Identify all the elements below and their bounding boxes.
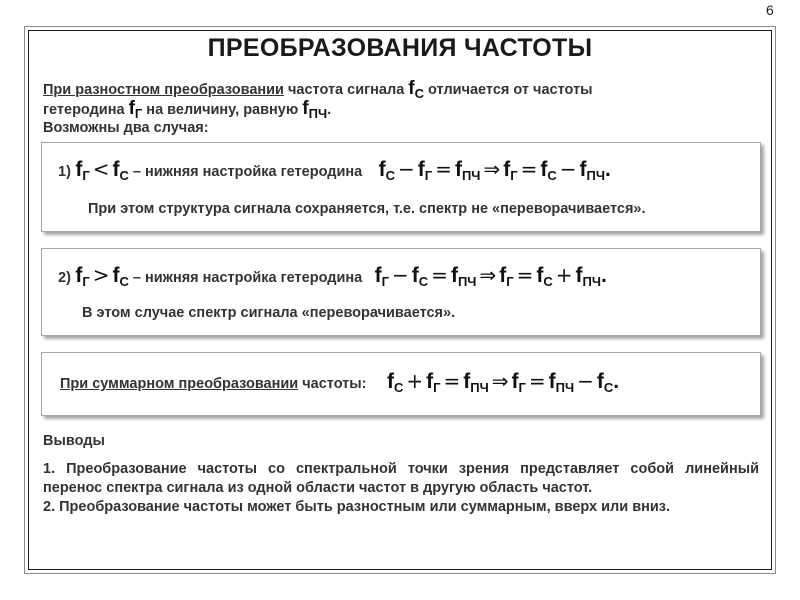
greater-than-sign: >	[92, 263, 110, 287]
fc-symbol: $f_С$	[112, 264, 129, 289]
fg-symbol: $f_Г$	[128, 98, 143, 121]
case-1-number: 1)	[58, 164, 71, 180]
case-1-label: – нижняя настройка гетеродина	[128, 164, 363, 180]
case-2-formula-line	[58, 263, 607, 289]
case-1-equation: $f_С - f_Г = f_{ПЧ}$ ⇒ $f_Г = f_С - f_{ПЧ}$.	[378, 157, 611, 183]
cases-label: Возможны два случая:	[43, 120, 209, 136]
fg-symbol: $f_Г$	[75, 264, 90, 289]
intro-period: .	[327, 102, 332, 118]
difference-conversion-term: При разностном преобразовании	[43, 82, 284, 98]
fc-symbol: $f_С$	[112, 158, 129, 183]
fpch-symbol: $f_{ПЧ}$	[302, 98, 328, 121]
conclusions-heading: Выводы	[43, 433, 105, 449]
fc-symbol: $f_С$	[408, 78, 425, 101]
case-2-label: – нижняя настройка гетеродина	[128, 270, 363, 286]
conclusion-item-2: 2. Преобразование частоты может быть разностным или суммарным, вверх или вниз.	[43, 499, 671, 515]
page-number: 6	[766, 2, 774, 18]
case-2-number: 2)	[58, 270, 71, 286]
intro-text-c: гетеродина	[43, 102, 129, 118]
sum-conversion-label: частоты:	[298, 376, 367, 392]
case-2-equation: $f_Г - f_С = f_{ПЧ}$ ⇒ $f_Г = f_С + f_{ПЧ}$.	[374, 263, 607, 289]
sum-formula-line	[60, 369, 619, 395]
conclusions-list	[43, 460, 759, 517]
case-1-note: При этом структура сигнала сохраняется, т.е. спектр не «переворачивается».	[88, 201, 646, 217]
less-than-sign: <	[92, 157, 110, 181]
page-title: ПРЕОБРАЗОВАНИЯ ЧАСТОТЫ	[207, 34, 593, 62]
intro-text-b: отличается от частоты	[424, 82, 593, 98]
sum-conversion-term: При суммарном преобразовании	[60, 376, 299, 392]
case-1-box	[41, 142, 761, 232]
case-1-formula-line	[58, 157, 611, 183]
fg-symbol: $f_Г$	[75, 158, 90, 183]
case-2-box	[41, 248, 761, 336]
conclusion-item-1: 1. Преобразование частоты со спектральной точки зрения представляет собой линейный перенос спектра сигнала из одной области частот в другую область частот.	[43, 461, 759, 496]
case-2-note: В этом случае спектр сигнала «переворачивается».	[82, 305, 456, 321]
intro-text-a: частота сигнала	[283, 82, 409, 98]
sum-conversion-box	[41, 352, 761, 416]
intro-text-d: на величину, равную	[142, 102, 303, 118]
sum-equation: $f_С + f_Г = f_{ПЧ}$ ⇒ $f_Г = f_{ПЧ} - f_С$.	[386, 369, 620, 395]
intro-line-2	[43, 98, 331, 121]
